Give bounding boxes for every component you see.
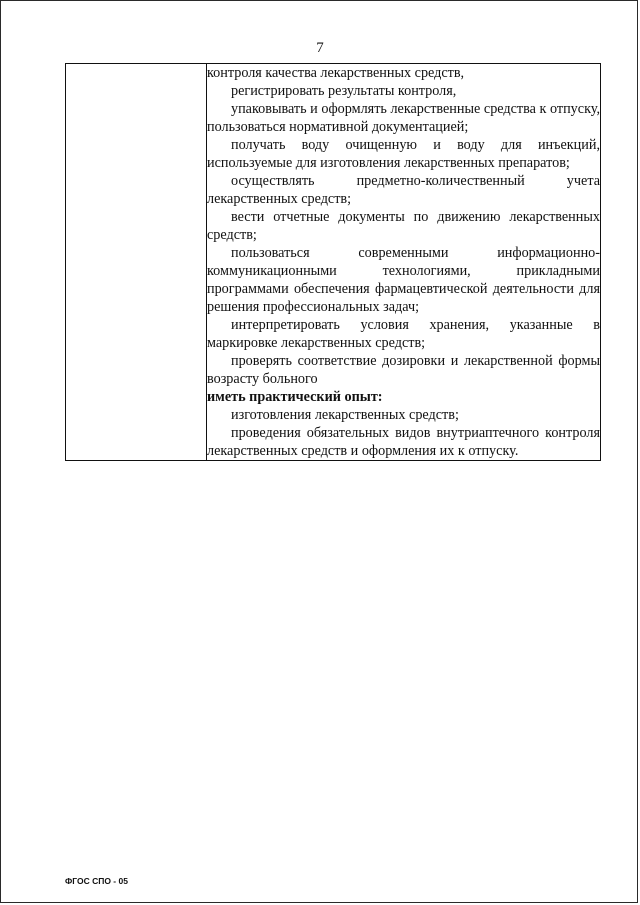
list-item: получать воду очищенную и воду для инъекций, используемые для изготовления лекарственных препаратов; — [207, 137, 600, 171]
paragraph-list — [207, 64, 600, 460]
list-item: интерпретировать условия хранения, указанные в маркировке лекарственных средств; — [207, 317, 600, 351]
section-heading: иметь практический опыт: — [207, 389, 383, 405]
list-item: проверять соответствие дозировки и лекарственной формы возрасту больного — [207, 353, 600, 387]
list-item: регистрировать результаты контроля, — [231, 83, 457, 99]
left-cell — [66, 64, 207, 461]
list-item: пользоваться современными информационно-коммуникационными технологиями, прикладными программами обеспечения фармацевтической деятельности для решения профессиональных задач; — [207, 245, 600, 315]
list-item: проведения обязательных видов внутриаптечного контроля лекарственных средств и оформления их к отпуску. — [207, 425, 600, 459]
list-item: осуществлять предметно-количественный учета лекарственных средств; — [207, 173, 600, 207]
table-row — [66, 64, 601, 461]
footer-code: ФГОС СПО - 05 — [65, 876, 128, 886]
list-item: изготовления лекарственных средств; — [231, 407, 459, 423]
list-item: упаковывать и оформлять лекарственные средства к отпуску, пользоваться нормативной документацией; — [207, 101, 600, 135]
page-number: 7 — [316, 40, 324, 56]
content-table — [65, 63, 601, 461]
right-cell — [207, 64, 601, 461]
list-item: вести отчетные документы по движению лекарственных средств; — [207, 209, 600, 243]
list-item: контроля качества лекарственных средств, — [207, 65, 465, 81]
